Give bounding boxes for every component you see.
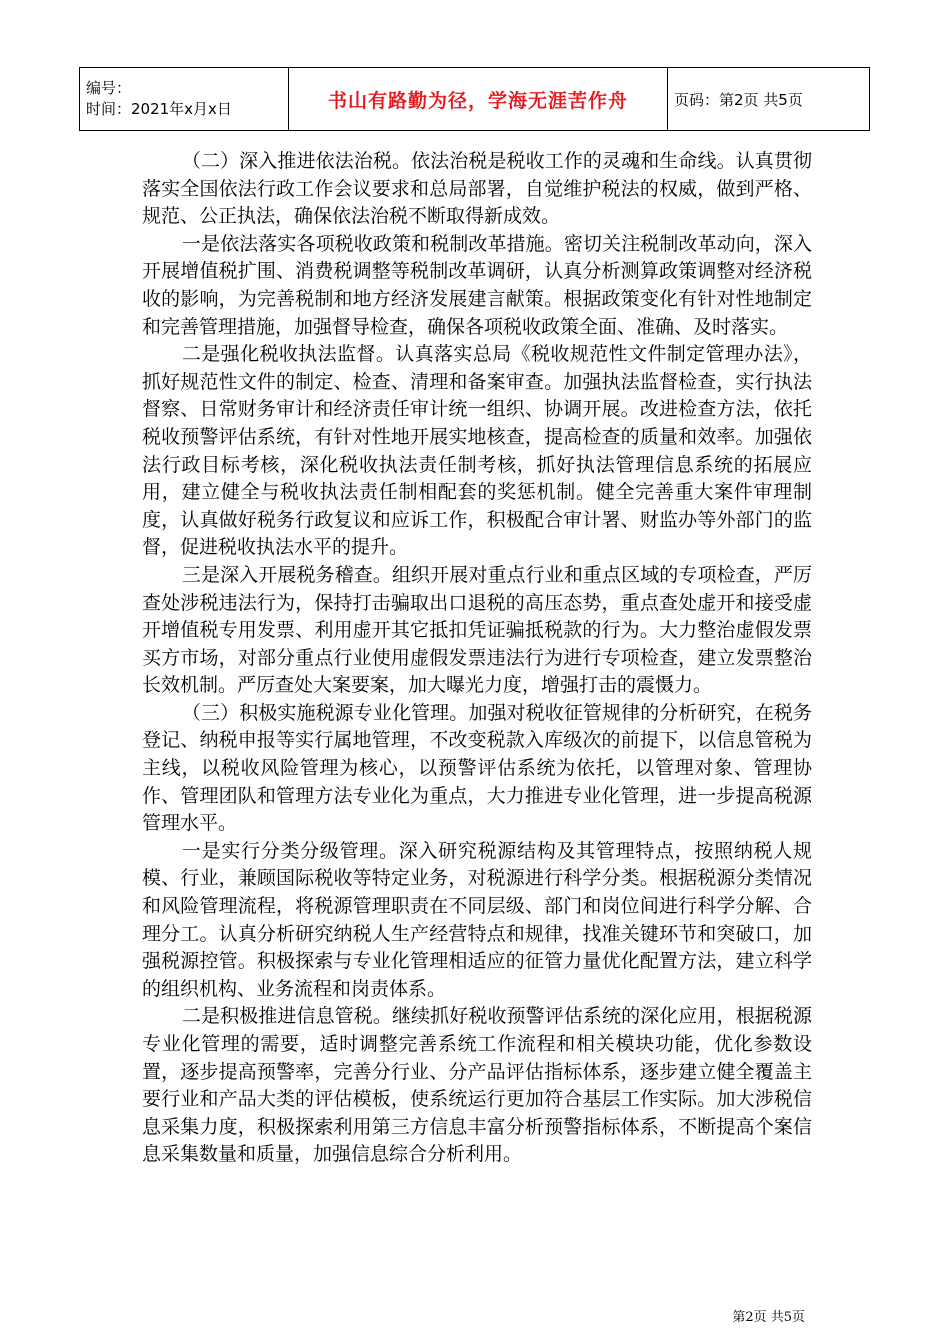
paragraph: 二是强化税收执法监督。认真落实总局《税收规范性文件制定管理办法》，抓好规范性文件的制定、检查、清理和备案审查。加强执法监督检查，实行执法督察、日常财务审计和经济责任审计统一组织、协调开展。改进检查方法，依托税收预警评估系统，有针对性地开展实地核查，提高检查的质量和效率。加强依法行政目标考核，深化税收执法责任制考核，抓好执法管理信息系统的拓展应用，建立健全与税收执法责任制相配套的奖惩机制。健全完善重大案件审理制度，认真做好税务行政复议和应诉工作，积极配合审计署、财监办等外部门的监督，促进税收执法水平的提升。 xyxy=(142,343,812,559)
header-page-code: 页码：第2页 共5页 xyxy=(668,68,870,131)
header-motto: 书山有路勤为径，学海无涯苦作舟 xyxy=(289,68,668,131)
paragraph: （三）积极实施税源专业化管理。加强对税收征管规律的分析研究，在税务登记、纳税申报等实行属地管理，不改变税款入库级次的前提下，以信息管税为主线，以税收风险管理为核心，以预警评估系统为依托，以管理对象、管理协作、管理团队和管理方法专业化为重点，大力推进专业化管理，进一步提高税源管理水平。 xyxy=(142,701,812,835)
paragraph: 一是依法落实各项税收政策和税制改革措施。密切关注税制改革动向，深入开展增值税扩围、消费税调整等税制改革调研，认真分析测算政策调整对经济税收的影响，为完善税制和地方经济发展建言献策。根据政策变化有针对性地制定和完善管理措施，加强督导检查，确保各项税收政策全面、准确、及时落实。 xyxy=(142,232,812,338)
time-label: 时间：2021年x月x日 xyxy=(86,100,232,118)
paragraph: （二）深入推进依法治税。依法治税是税收工作的灵魂和生命线。认真贯彻落实全国依法行政工作会议要求和总局部署，自觉维护税法的权威，做到严格、规范、公正执法，确保依法治税不断取得新成效。 xyxy=(142,150,812,228)
paragraph: 一是实行分类分级管理。深入研究税源结构及其管理特点，按照纳税人规模、行业，兼顾国际税收等特定业务，对税源进行科学分类。根据税源分类情况和风险管理流程，将税源管理职责在不同层级、部门和岗位间进行科学分解、合理分工。认真分析研究纳税人生产经营特点和规律，找准关键环节和突破口，加强税源控管。积极探索与专业化管理相适应的征管力量优化配置方法，建立科学的组织机构、业务流程和岗责体系。 xyxy=(142,839,812,1000)
page-footer: 第2页 共5页 xyxy=(732,1310,805,1325)
paragraph: 二是积极推进信息管税。继续抓好税收预警评估系统的深化应用，根据税源专业化管理的需要，适时调整完善系统工作流程和相关模块功能，优化参数设置，逐步提高预警率，完善分行业、分产品评估指标体系，逐步建立健全覆盖主要行业和产品大类的评估模板，使系统运行更加符合基层工作实际。加大涉税信息采集力度，积极探索利用第三方信息丰富分析预警指标体系，不断提高个案信息采集数量和质量，加强信息综合分析利用。 xyxy=(142,1005,812,1166)
number-label: 编号： xyxy=(86,79,132,97)
header-meta-cell xyxy=(80,68,289,131)
header-table xyxy=(79,67,870,131)
document-body xyxy=(142,148,812,1169)
paragraph: 三是深入开展税务稽查。组织开展对重点行业和重点区域的专项检查，严厉查处涉税违法行为，保持打击骗取出口退税的高压态势，重点查处虚开和接受虚开增值税专用发票、利用虚开其它抵扣凭证骗抵税款的行为。大力整治虚假发票买方市场，对部分重点行业使用虚假发票违法行为进行专项检查，建立发票整治长效机制。严厉查处大案要案，加大曝光力度，增强打击的震慑力。 xyxy=(142,563,812,697)
